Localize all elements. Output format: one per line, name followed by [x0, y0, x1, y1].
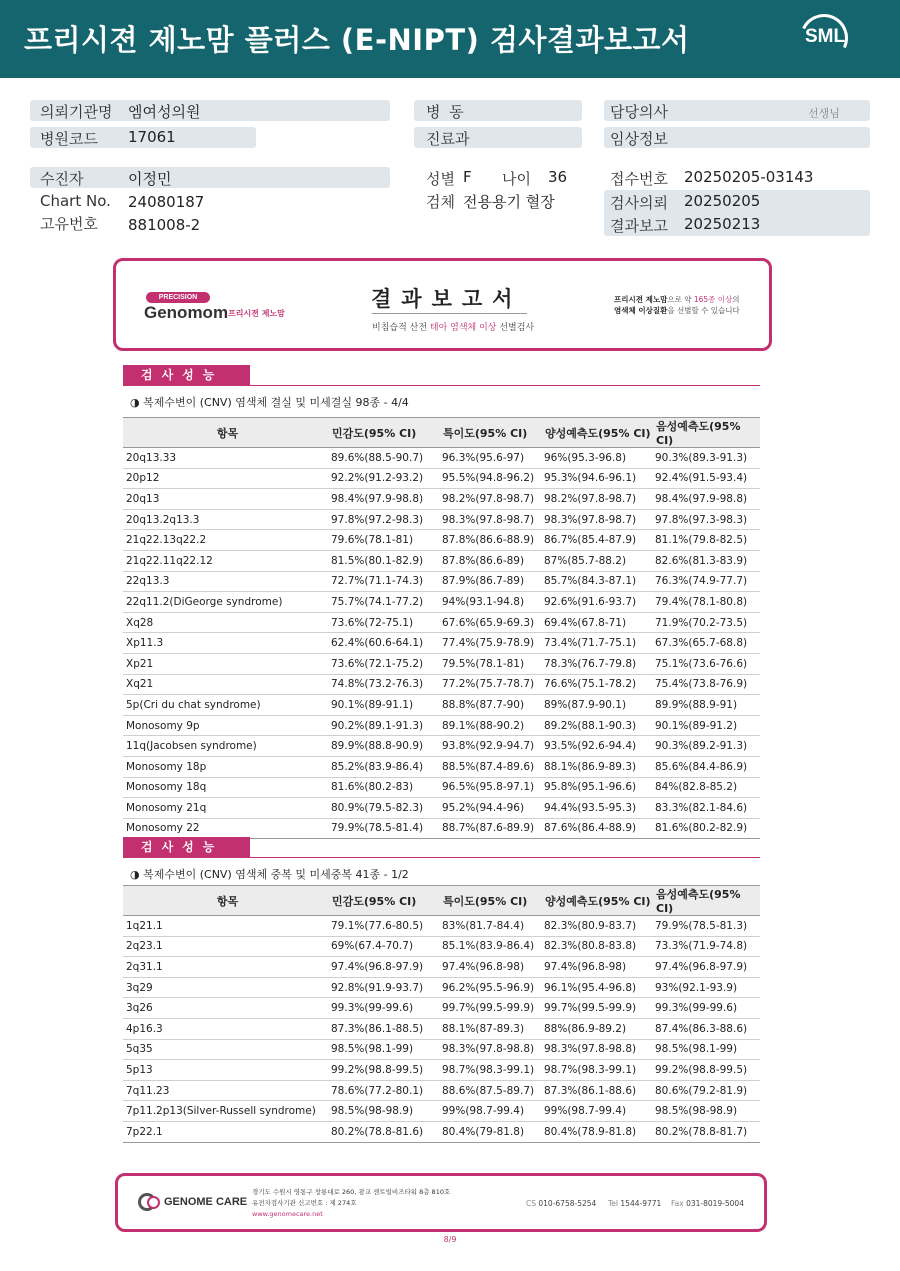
cell-sensitivity: 92.2%(91.2-93.2)	[328, 468, 439, 489]
footer-card	[115, 1173, 767, 1232]
report-card-subtitle: 비침습적 산전 태아 염색체 이상 선별검사	[372, 323, 535, 333]
cell-npv: 85.6%(84.4-86.9)	[652, 756, 760, 777]
report-title: 프리시젼 제노맘 플러스 (E-NIPT) 검사결과보고서	[24, 23, 690, 57]
col-header-item: 항목	[123, 418, 328, 448]
performance-table-deletion	[123, 417, 760, 839]
cell-sensitivity: 74.8%(73.2-76.3)	[328, 674, 439, 695]
cell-npv: 79.9%(78.5-81.3)	[652, 916, 760, 937]
cell-ppv: 82.3%(80.9-83.7)	[541, 916, 652, 937]
cell-item: Xq28	[123, 612, 328, 633]
cell-ppv: 88%(86.9-89.2)	[541, 1018, 652, 1039]
cell-sensitivity: 79.9%(78.5-81.4)	[328, 818, 439, 839]
table-row	[123, 1018, 760, 1039]
cell-item: 5p(Cri du chat syndrome)	[123, 695, 328, 716]
header-bar	[0, 0, 900, 78]
section-line-2	[123, 857, 760, 858]
cell-ppv: 87.6%(86.4-88.9)	[541, 818, 652, 839]
cell-ppv: 87.3%(86.1-88.6)	[541, 1080, 652, 1101]
cell-sensitivity: 89.9%(88.8-90.9)	[328, 736, 439, 757]
table-row	[123, 736, 760, 757]
genome-care-name: GENOME CARE	[164, 1196, 248, 1208]
cell-specificity: 88.7%(87.6-89.9)	[439, 818, 541, 839]
cell-ppv: 98.2%(97.8-98.7)	[541, 489, 652, 510]
table-row	[123, 571, 760, 592]
cell-npv: 93%(92.1-93.9)	[652, 977, 760, 998]
cell-item: Xq21	[123, 674, 328, 695]
table-header-row	[123, 886, 760, 916]
report-card-divider	[372, 313, 527, 314]
footer-website[interactable]: www.genomecare.net	[252, 1210, 323, 1218]
cell-ppv: 95.3%(94.6-96.1)	[541, 468, 652, 489]
clinical-label: 임상정보	[610, 130, 668, 148]
cell-npv: 75.4%(73.8-76.9)	[652, 674, 760, 695]
cell-npv: 76.3%(74.9-77.7)	[652, 571, 760, 592]
hospital-code-label: 병원코드	[40, 130, 98, 148]
receipt-value: 20250205-03143	[684, 168, 814, 186]
table-row	[123, 489, 760, 510]
id-label: 고유번호	[40, 215, 98, 233]
cell-ppv: 86.7%(85.4-87.9)	[541, 530, 652, 551]
cell-ppv: 76.6%(75.1-78.2)	[541, 674, 652, 695]
cell-item: 7p11.2p13(Silver-Russell syndrome)	[123, 1101, 328, 1122]
table-row	[123, 777, 760, 798]
cell-specificity: 99%(98.7-99.4)	[439, 1101, 541, 1122]
cell-specificity: 98.3%(97.8-98.8)	[439, 1039, 541, 1060]
table-row	[123, 756, 760, 777]
cell-ppv: 89%(87.9-90.1)	[541, 695, 652, 716]
request-value: 20250205	[684, 192, 761, 210]
sml-logo-text: SML	[804, 26, 846, 47]
table-row	[123, 633, 760, 654]
cell-ppv: 98.3%(97.8-98.8)	[541, 1039, 652, 1060]
cell-npv: 80.2%(78.8-81.7)	[652, 1121, 760, 1142]
cell-sensitivity: 85.2%(83.9-86.4)	[328, 756, 439, 777]
cell-item: Xp21	[123, 653, 328, 674]
cell-item: 1q21.1	[123, 916, 328, 937]
cell-item: 11q(Jacobsen syndrome)	[123, 736, 328, 757]
cell-npv: 99.3%(99-99.6)	[652, 998, 760, 1019]
cell-sensitivity: 81.6%(80.2-83)	[328, 777, 439, 798]
cell-sensitivity: 78.6%(77.2-80.1)	[328, 1080, 439, 1101]
cell-sensitivity: 99.2%(98.8-99.5)	[328, 1060, 439, 1081]
cell-specificity: 95.2%(94.4-96)	[439, 798, 541, 819]
cell-npv: 81.1%(79.8-82.5)	[652, 530, 760, 551]
performance-table-duplication	[123, 885, 760, 1143]
col-header-sensitivity: 민감도(95% CI)	[328, 418, 439, 448]
hospital-code-value: 17061	[128, 128, 176, 146]
cell-ppv: 80.4%(78.9-81.8)	[541, 1121, 652, 1142]
table-row	[123, 1101, 760, 1122]
cell-item: 5p13	[123, 1060, 328, 1081]
cell-item: Monosomy 9p	[123, 715, 328, 736]
cell-item: 20q13	[123, 489, 328, 510]
cell-npv: 90.3%(89.2-91.3)	[652, 736, 760, 757]
cell-npv: 97.4%(96.8-97.9)	[652, 957, 760, 978]
table-header-row	[123, 418, 760, 448]
table-row	[123, 448, 760, 469]
cell-sensitivity: 79.6%(78.1-81)	[328, 530, 439, 551]
chart-label: Chart No.	[40, 192, 111, 210]
table-row	[123, 612, 760, 633]
cell-specificity: 85.1%(83.9-86.4)	[439, 936, 541, 957]
cell-specificity: 77.2%(75.7-78.7)	[439, 674, 541, 695]
col-header-ppv: 양성예측도(95% CI)	[541, 418, 652, 448]
table-row	[123, 674, 760, 695]
cell-npv: 82.6%(81.3-83.9)	[652, 550, 760, 571]
cell-specificity: 89.1%(88-90.2)	[439, 715, 541, 736]
institution-value: 엠여성의원	[128, 103, 201, 121]
cell-npv: 89.9%(88.9-91)	[652, 695, 760, 716]
cell-item: Monosomy 18q	[123, 777, 328, 798]
cell-sensitivity: 89.6%(88.5-90.7)	[328, 448, 439, 469]
cell-ppv: 95.8%(95.1-96.6)	[541, 777, 652, 798]
cell-ppv: 98.3%(97.8-98.7)	[541, 509, 652, 530]
footer-cs: CS 010-6758-5254	[526, 1199, 597, 1208]
cell-npv: 67.3%(65.7-68.8)	[652, 633, 760, 654]
cell-npv: 83.3%(82.1-84.6)	[652, 798, 760, 819]
cell-specificity: 88.5%(87.4-89.6)	[439, 756, 541, 777]
cell-ppv: 93.5%(92.6-94.4)	[541, 736, 652, 757]
cell-specificity: 99.7%(99.5-99.9)	[439, 998, 541, 1019]
genome-care-logo-icon	[138, 1193, 164, 1213]
cell-specificity: 83%(81.7-84.4)	[439, 916, 541, 937]
table-row	[123, 798, 760, 819]
cell-sensitivity: 98.5%(98.1-99)	[328, 1039, 439, 1060]
table-row	[123, 916, 760, 937]
cell-specificity: 94%(93.1-94.8)	[439, 592, 541, 613]
cell-specificity: 96.5%(95.8-97.1)	[439, 777, 541, 798]
report-date-label: 결과보고	[610, 217, 668, 235]
cell-ppv: 78.3%(76.7-79.8)	[541, 653, 652, 674]
cell-ppv: 69.4%(67.8-71)	[541, 612, 652, 633]
col-header-ppv: 양성예측도(95% CI)	[541, 886, 652, 916]
report-card	[113, 258, 772, 351]
cell-ppv: 88.1%(86.9-89.3)	[541, 756, 652, 777]
cell-specificity: 98.2%(97.8-98.7)	[439, 489, 541, 510]
cell-sensitivity: 80.2%(78.8-81.6)	[328, 1121, 439, 1142]
cell-item: 3q26	[123, 998, 328, 1019]
cell-item: 5q35	[123, 1039, 328, 1060]
receipt-label: 접수번호	[610, 170, 668, 188]
cell-item: 21q22.13q22.2	[123, 530, 328, 551]
cell-ppv: 99.7%(99.5-99.9)	[541, 998, 652, 1019]
age-label: 나이	[502, 170, 531, 188]
cell-item: Monosomy 22	[123, 818, 328, 839]
cell-npv: 98.4%(97.9-98.8)	[652, 489, 760, 510]
id-value: 881008-2	[128, 216, 201, 234]
section-subtitle-1: ◑ 복제수변이 (CNV) 염색체 결실 및 미세결실 98종 - 4/4	[130, 396, 409, 409]
sex-label: 성별	[426, 170, 455, 188]
cell-item: 20q13.33	[123, 448, 328, 469]
cell-sensitivity: 72.7%(71.1-74.3)	[328, 571, 439, 592]
cell-sensitivity: 75.7%(74.1-77.2)	[328, 592, 439, 613]
cell-item: 21q22.11q22.12	[123, 550, 328, 571]
cell-ppv: 89.2%(88.1-90.3)	[541, 715, 652, 736]
cell-item: 4p16.3	[123, 1018, 328, 1039]
table-row	[123, 818, 760, 839]
cell-npv: 75.1%(73.6-76.6)	[652, 653, 760, 674]
table-row	[123, 1060, 760, 1081]
cell-item: 3q29	[123, 977, 328, 998]
cell-item: 2q23.1	[123, 936, 328, 957]
cell-sensitivity: 81.5%(80.1-82.9)	[328, 550, 439, 571]
age-value: 36	[548, 168, 568, 186]
report-date-value: 20250213	[684, 215, 761, 233]
cell-npv: 90.3%(89.3-91.3)	[652, 448, 760, 469]
section-line-1	[123, 385, 760, 386]
cell-specificity: 96.2%(95.5-96.9)	[439, 977, 541, 998]
cell-sensitivity: 98.4%(97.9-98.8)	[328, 489, 439, 510]
cell-ppv: 82.3%(80.8-83.8)	[541, 936, 652, 957]
table-row	[123, 653, 760, 674]
cell-ppv: 97.4%(96.8-98)	[541, 957, 652, 978]
ward-label: 병 동	[426, 103, 466, 121]
cell-specificity: 79.5%(78.1-81)	[439, 653, 541, 674]
doctor-label: 담당의사	[610, 103, 668, 121]
cell-sensitivity: 97.8%(97.2-98.3)	[328, 509, 439, 530]
cell-specificity: 95.5%(94.8-96.2)	[439, 468, 541, 489]
cell-sensitivity: 69%(67.4-70.7)	[328, 936, 439, 957]
table-row	[123, 1039, 760, 1060]
col-header-item: 항목	[123, 886, 328, 916]
cell-sensitivity: 98.5%(98-98.9)	[328, 1101, 439, 1122]
request-label: 검사의뢰	[610, 194, 668, 212]
cell-specificity: 67.6%(65.9-69.3)	[439, 612, 541, 633]
precision-badge: PRECISION	[146, 292, 210, 303]
cell-specificity: 97.4%(96.8-98)	[439, 957, 541, 978]
cell-ppv: 92.6%(91.6-93.7)	[541, 592, 652, 613]
cell-item: Xp11.3	[123, 633, 328, 654]
cell-sensitivity: 99.3%(99-99.6)	[328, 998, 439, 1019]
cell-specificity: 98.3%(97.8-98.7)	[439, 509, 541, 530]
col-header-specificity: 특이도(95% CI)	[439, 418, 541, 448]
examinee-field	[30, 167, 390, 188]
sex-value: F	[463, 168, 472, 186]
table-row	[123, 977, 760, 998]
genomom-sub: 프리시젼 제노맘	[228, 309, 285, 318]
cell-ppv: 99%(98.7-99.4)	[541, 1101, 652, 1122]
cell-specificity: 77.4%(75.9-78.9)	[439, 633, 541, 654]
report-card-description: 프리시젼 제노맘으로 약 165종 이상의 염색체 이상질환을 선별할 수 있습니다	[614, 295, 740, 315]
table-row	[123, 530, 760, 551]
cell-specificity: 88.8%(87.7-90)	[439, 695, 541, 716]
cell-ppv: 96%(95.3-96.8)	[541, 448, 652, 469]
cell-specificity: 88.1%(87-89.3)	[439, 1018, 541, 1039]
footer-tel: Tel 1544-9771	[608, 1199, 662, 1208]
section-subtitle-2: ◑ 복제수변이 (CNV) 염색체 중복 및 미세중복 41종 - 1/2	[130, 868, 409, 881]
cell-npv: 92.4%(91.5-93.4)	[652, 468, 760, 489]
cell-sensitivity: 90.2%(89.1-91.3)	[328, 715, 439, 736]
table-row	[123, 998, 760, 1019]
cell-ppv: 96.1%(95.4-96.8)	[541, 977, 652, 998]
cell-ppv: 98.7%(98.3-99.1)	[541, 1060, 652, 1081]
cell-specificity: 87.9%(86.7-89)	[439, 571, 541, 592]
cell-item: 22q11.2(DiGeorge syndrome)	[123, 592, 328, 613]
cell-npv: 98.5%(98-98.9)	[652, 1101, 760, 1122]
specimen-value: 전용용기 혈장	[463, 193, 555, 211]
cell-specificity: 87.8%(86.6-88.9)	[439, 530, 541, 551]
cell-item: 20q13.2q13.3	[123, 509, 328, 530]
cell-specificity: 96.3%(95.6-97)	[439, 448, 541, 469]
cell-sensitivity: 87.3%(86.1-88.5)	[328, 1018, 439, 1039]
cell-ppv: 94.4%(93.5-95.3)	[541, 798, 652, 819]
cell-npv: 87.4%(86.3-88.6)	[652, 1018, 760, 1039]
col-header-npv: 음성예측도(95% CI)	[652, 886, 760, 916]
table-row	[123, 695, 760, 716]
specimen-label: 검체	[426, 193, 455, 211]
table-row	[123, 957, 760, 978]
cell-ppv: 87%(85.7-88.2)	[541, 550, 652, 571]
footer-address: 경기도 수원시 영통구 창룡대로 260, 광교 센트럴비즈타워 8층 810호 유전자검사기관 신고번호 : 제 274호 www.genomecare.net	[252, 1188, 451, 1218]
cell-npv: 81.6%(80.2-82.9)	[652, 818, 760, 839]
cell-sensitivity: 97.4%(96.8-97.9)	[328, 957, 439, 978]
section-tag-1: 검사성능	[123, 365, 250, 386]
genomom-logo: Genomom	[144, 303, 229, 322]
cell-ppv: 73.4%(71.7-75.1)	[541, 633, 652, 654]
cell-npv: 90.1%(89-91.2)	[652, 715, 760, 736]
cell-npv: 97.8%(97.3-98.3)	[652, 509, 760, 530]
cell-npv: 98.5%(98.1-99)	[652, 1039, 760, 1060]
cell-specificity: 93.8%(92.9-94.7)	[439, 736, 541, 757]
report-card-title: 결과보고서	[371, 287, 523, 311]
cell-specificity: 88.6%(87.5-89.7)	[439, 1080, 541, 1101]
table-row	[123, 1121, 760, 1142]
cell-npv: 79.4%(78.1-80.8)	[652, 592, 760, 613]
cell-npv: 99.2%(98.8-99.5)	[652, 1060, 760, 1081]
cell-sensitivity: 62.4%(60.6-64.1)	[328, 633, 439, 654]
cell-sensitivity: 73.6%(72-75.1)	[328, 612, 439, 633]
cell-npv: 80.6%(79.2-81.9)	[652, 1080, 760, 1101]
table-row	[123, 592, 760, 613]
department-label: 진료과	[426, 130, 470, 148]
cell-specificity: 80.4%(79-81.8)	[439, 1121, 541, 1142]
col-header-npv: 음성예측도(95% CI)	[652, 418, 760, 448]
chart-value: 24080187	[128, 193, 205, 211]
cell-sensitivity: 80.9%(79.5-82.3)	[328, 798, 439, 819]
table-row	[123, 1080, 760, 1101]
cell-sensitivity: 92.8%(91.9-93.7)	[328, 977, 439, 998]
table-row	[123, 936, 760, 957]
page-number: 8/9	[443, 1235, 457, 1244]
table-row	[123, 468, 760, 489]
table-row	[123, 509, 760, 530]
cell-npv: 71.9%(70.2-73.5)	[652, 612, 760, 633]
table-row	[123, 715, 760, 736]
cell-npv: 73.3%(71.9-74.8)	[652, 936, 760, 957]
sml-logo	[796, 12, 854, 66]
examinee-value: 이정민	[128, 170, 172, 188]
cell-item: Monosomy 18p	[123, 756, 328, 777]
cell-specificity: 87.8%(86.6-89)	[439, 550, 541, 571]
col-header-sensitivity: 민감도(95% CI)	[328, 886, 439, 916]
cell-item: 20p12	[123, 468, 328, 489]
cell-item: 7q11.23	[123, 1080, 328, 1101]
cell-specificity: 98.7%(98.3-99.1)	[439, 1060, 541, 1081]
cell-sensitivity: 79.1%(77.6-80.5)	[328, 916, 439, 937]
cell-ppv: 85.7%(84.3-87.1)	[541, 571, 652, 592]
footer-fax: Fax 031-8019-5004	[671, 1199, 744, 1208]
cell-npv: 84%(82.8-85.2)	[652, 777, 760, 798]
cell-sensitivity: 73.6%(72.1-75.2)	[328, 653, 439, 674]
col-header-specificity: 특이도(95% CI)	[439, 886, 541, 916]
table-row	[123, 550, 760, 571]
section-tag-2: 검사성능	[123, 837, 250, 858]
cell-item: 7p22.1	[123, 1121, 328, 1142]
institution-label: 의뢰기관명	[40, 103, 113, 121]
examinee-label: 수진자	[40, 170, 84, 188]
cell-sensitivity: 90.1%(89-91.1)	[328, 695, 439, 716]
cell-item: 2q31.1	[123, 957, 328, 978]
cell-item: Monosomy 21q	[123, 798, 328, 819]
cell-item: 22q13.3	[123, 571, 328, 592]
doctor-suffix: 선생님	[808, 107, 840, 120]
